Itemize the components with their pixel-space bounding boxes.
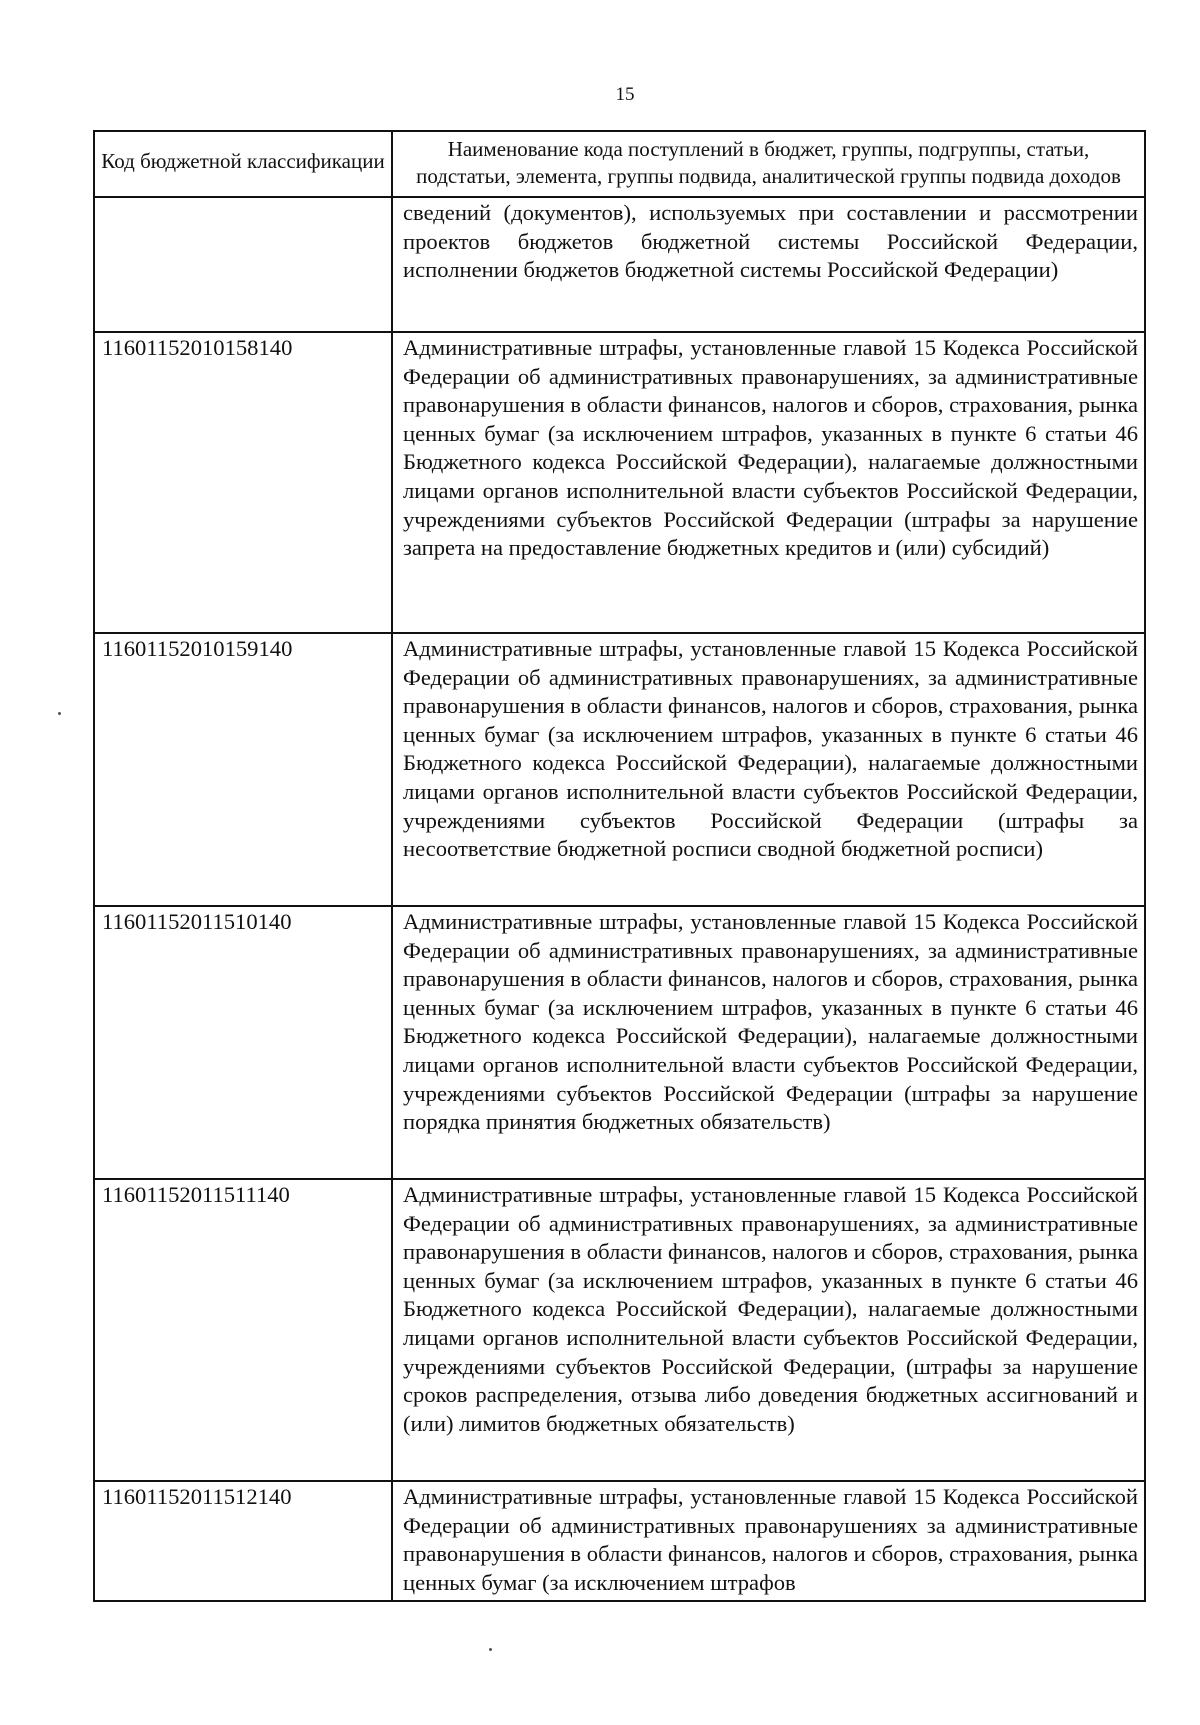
page-number: 15 — [615, 84, 635, 105]
table-row — [94, 906, 1145, 1179]
row-description: Административные штрафы, установленные главой 15 Кодекса Российской Федерации об административных правонарушениях за административные правонарушения в области финансов, налогов и сборов, страхования, рынка ценных бумаг (за исключением штрафов — [392, 1481, 1145, 1601]
budget-classification-table — [93, 130, 1146, 1602]
header-code: Код бюджетной классификации — [94, 131, 392, 197]
scan-speck — [489, 1648, 492, 1651]
row-description: Административные штрафы, установленные главой 15 Кодекса Российской Федерации об административных правонарушениях, за административные правонарушения в области финансов, налогов и сборов, страхования, рынка ценных бумаг (за исключением штрафов, указанных в пункте 6 статьи 46 Бюджетного кодекса Российской Федерации), налагаемые должностными лицами органов исполнительной власти субъектов Российской Федерации, учреждениями субъектов Российской Федерации (штрафы за нарушение порядка принятия бюджетных обязательств) — [392, 906, 1145, 1179]
table-row — [94, 197, 1145, 332]
row-description: Административные штрафы, установленные главой 15 Кодекса Российской Федерации об административных правонарушениях, за административные правонарушения в области финансов, налогов и сборов, страхования, рынка ценных бумаг (за исключением штрафов, указанных в пункте 6 статьи 46 Бюджетного кодекса Российской Федерации), налагаемые должностными лицами органов исполнительной власти субъектов Российской Федерации, учреждениями субъектов Российской Федерации, (штрафы за нарушение сроков распределения, отзыва либо доведения бюджетных ассигнований и (или) лимитов бюджетных обязательств) — [392, 1179, 1145, 1481]
table-header-row — [94, 131, 1145, 197]
table-row — [94, 1481, 1145, 1601]
row-code: 11601152010158140 — [94, 332, 392, 633]
table-row — [94, 1179, 1145, 1481]
row-description: Административные штрафы, установленные главой 15 Кодекса Российской Федерации об административных правонарушениях, за административные правонарушения в области финансов, налогов и сборов, страхования, рынка ценных бумаг (за исключением штрафов, указанных в пункте 6 статьи 46 Бюджетного кодекса Российской Федерации), налагаемые должностными лицами органов исполнительной власти субъектов Российской Федерации, учреждениями субъектов Российской Федерации (штрафы за нарушение запрета на предоставление бюджетных кредитов и (или) субсидий) — [392, 332, 1145, 633]
row-description: Административные штрафы, установленные главой 15 Кодекса Российской Федерации об административных правонарушениях, за административные правонарушения в области финансов, налогов и сборов, страхования, рынка ценных бумаг (за исключением штрафов, указанных в пункте 6 статьи 46 Бюджетного кодекса Российской Федерации), налагаемые должностными лицами органов исполнительной власти субъектов Российской Федерации, учреждениями субъектов Российской Федерации (штрафы за несоответствие бюджетной росписи сводной бюджетной росписи) — [392, 633, 1145, 906]
row-description: сведений (документов), используемых при составлении и рассмотрении проектов бюджетов бюджетной системы Российской Федерации, исполнении бюджетов бюджетной системы Российской Федерации) — [392, 197, 1145, 332]
table-row — [94, 633, 1145, 906]
table-row — [94, 332, 1145, 633]
row-code: 11601152010159140 — [94, 633, 392, 906]
row-code: 11601152011511140 — [94, 1179, 392, 1481]
header-name: Наименование кода поступлений в бюджет, группы, подгруппы, статьи, подстатьи, элемента, группы подвида, аналитической группы подвида доходов — [392, 131, 1145, 197]
scan-speck — [58, 712, 61, 715]
row-code: 11601152011510140 — [94, 906, 392, 1179]
row-code: 11601152011512140 — [94, 1481, 392, 1601]
row-code — [94, 197, 392, 332]
